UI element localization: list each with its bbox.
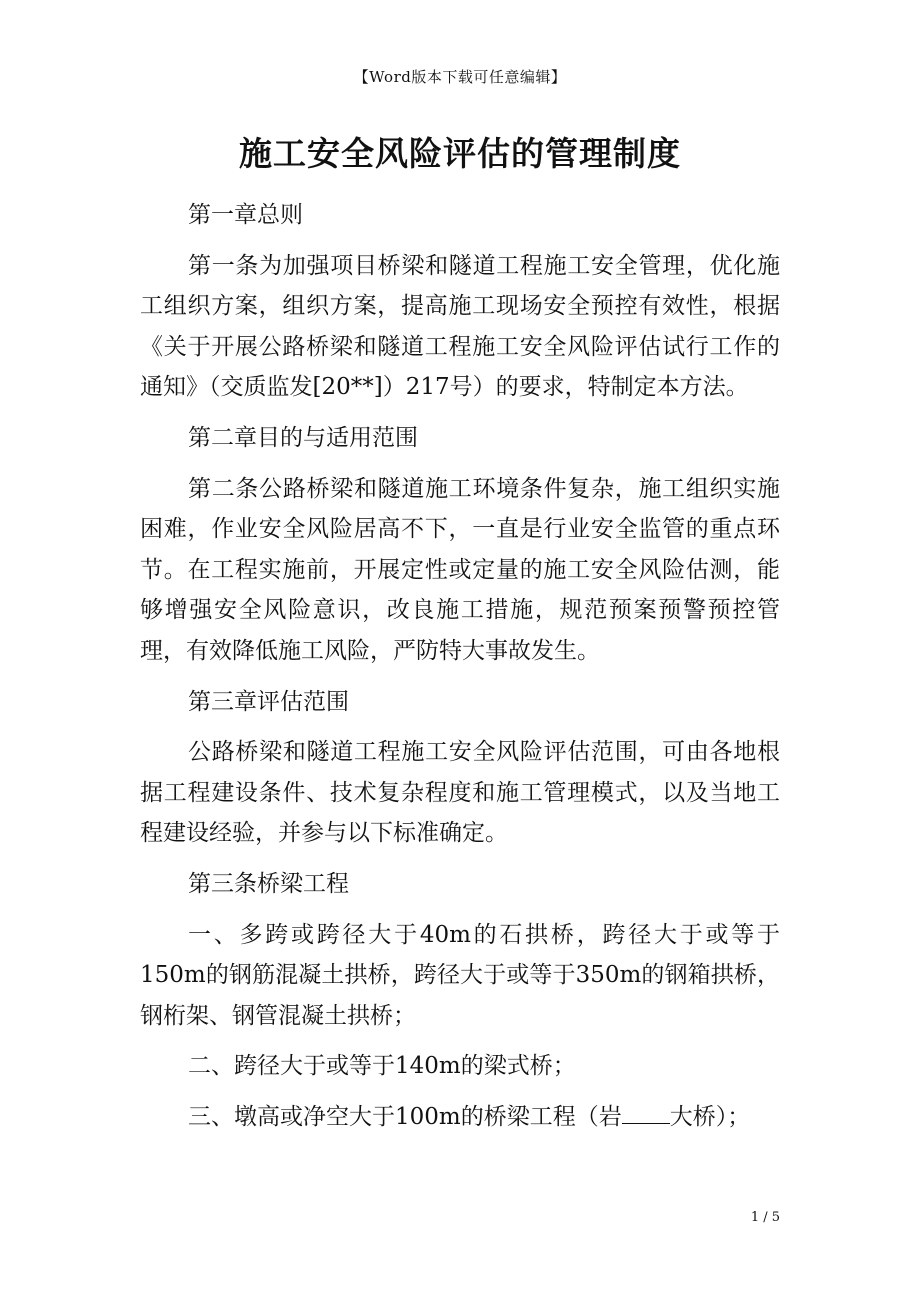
fill-blank (622, 1103, 670, 1124)
page-number: 1 / 5 (750, 1210, 780, 1225)
paragraph: 第二条公路桥梁和隧道施工环境条件复杂，施工组织实施困难，作业安全风险居高不下，一直是行业安全监管的重点环节。在工程实施前，开展定性或定量的施工安全风险估测，能够增强安全风险意识，改良施工措施，规范预案预警预控管理，有效降低施工风险，严防特大事故发生。 (140, 475, 780, 664)
paragraph: 公路桥梁和隧道工程施工安全风险评估范围，可由各地根据工程建设条件、技术复杂程度和施工管理模式，以及当地工程建设经验，并参与以下标准确定。 (140, 739, 780, 847)
list-item: 二、跨径大于或等于140m的梁式桥； (188, 1053, 576, 1080)
list-item: 一、多跨或跨径大于40m的石拱桥，跨径大于或等于150m的钢筋混凝土拱桥，跨径大于或等于350m的钢箱拱桥，钢桁架、钢管混凝土拱桥； (140, 921, 780, 1029)
chapter-heading: 第二章目的与适用范围 (188, 424, 418, 451)
document-title: 施工安全风险评估的管理制度 (239, 134, 681, 173)
page-header: 【Word版本下载可任意编辑】 (353, 68, 567, 86)
list-item-text: 大桥）； (669, 1103, 751, 1130)
paragraph: 第一条为加强项目桥梁和隧道工程施工安全管理，优化施工组织方案，组织方案，提高施工现场安全预控有效性，根据《关于开展公路桥梁和隧道工程施工安全风险评估试行工作的通知》（交质监发[20**]）217号）的要求，特制定本方法。 (140, 252, 780, 401)
chapter-heading: 第一章总则 (188, 202, 303, 228)
document-body (140, 195, 780, 1147)
chapter-heading: 第三章评估范围 (188, 688, 349, 715)
list-item-text: 三、墩高或净空大于100m的桥梁工程（岩 (188, 1103, 622, 1130)
article-heading: 第三条桥梁工程 (188, 870, 349, 897)
list-item (140, 1097, 780, 1138)
